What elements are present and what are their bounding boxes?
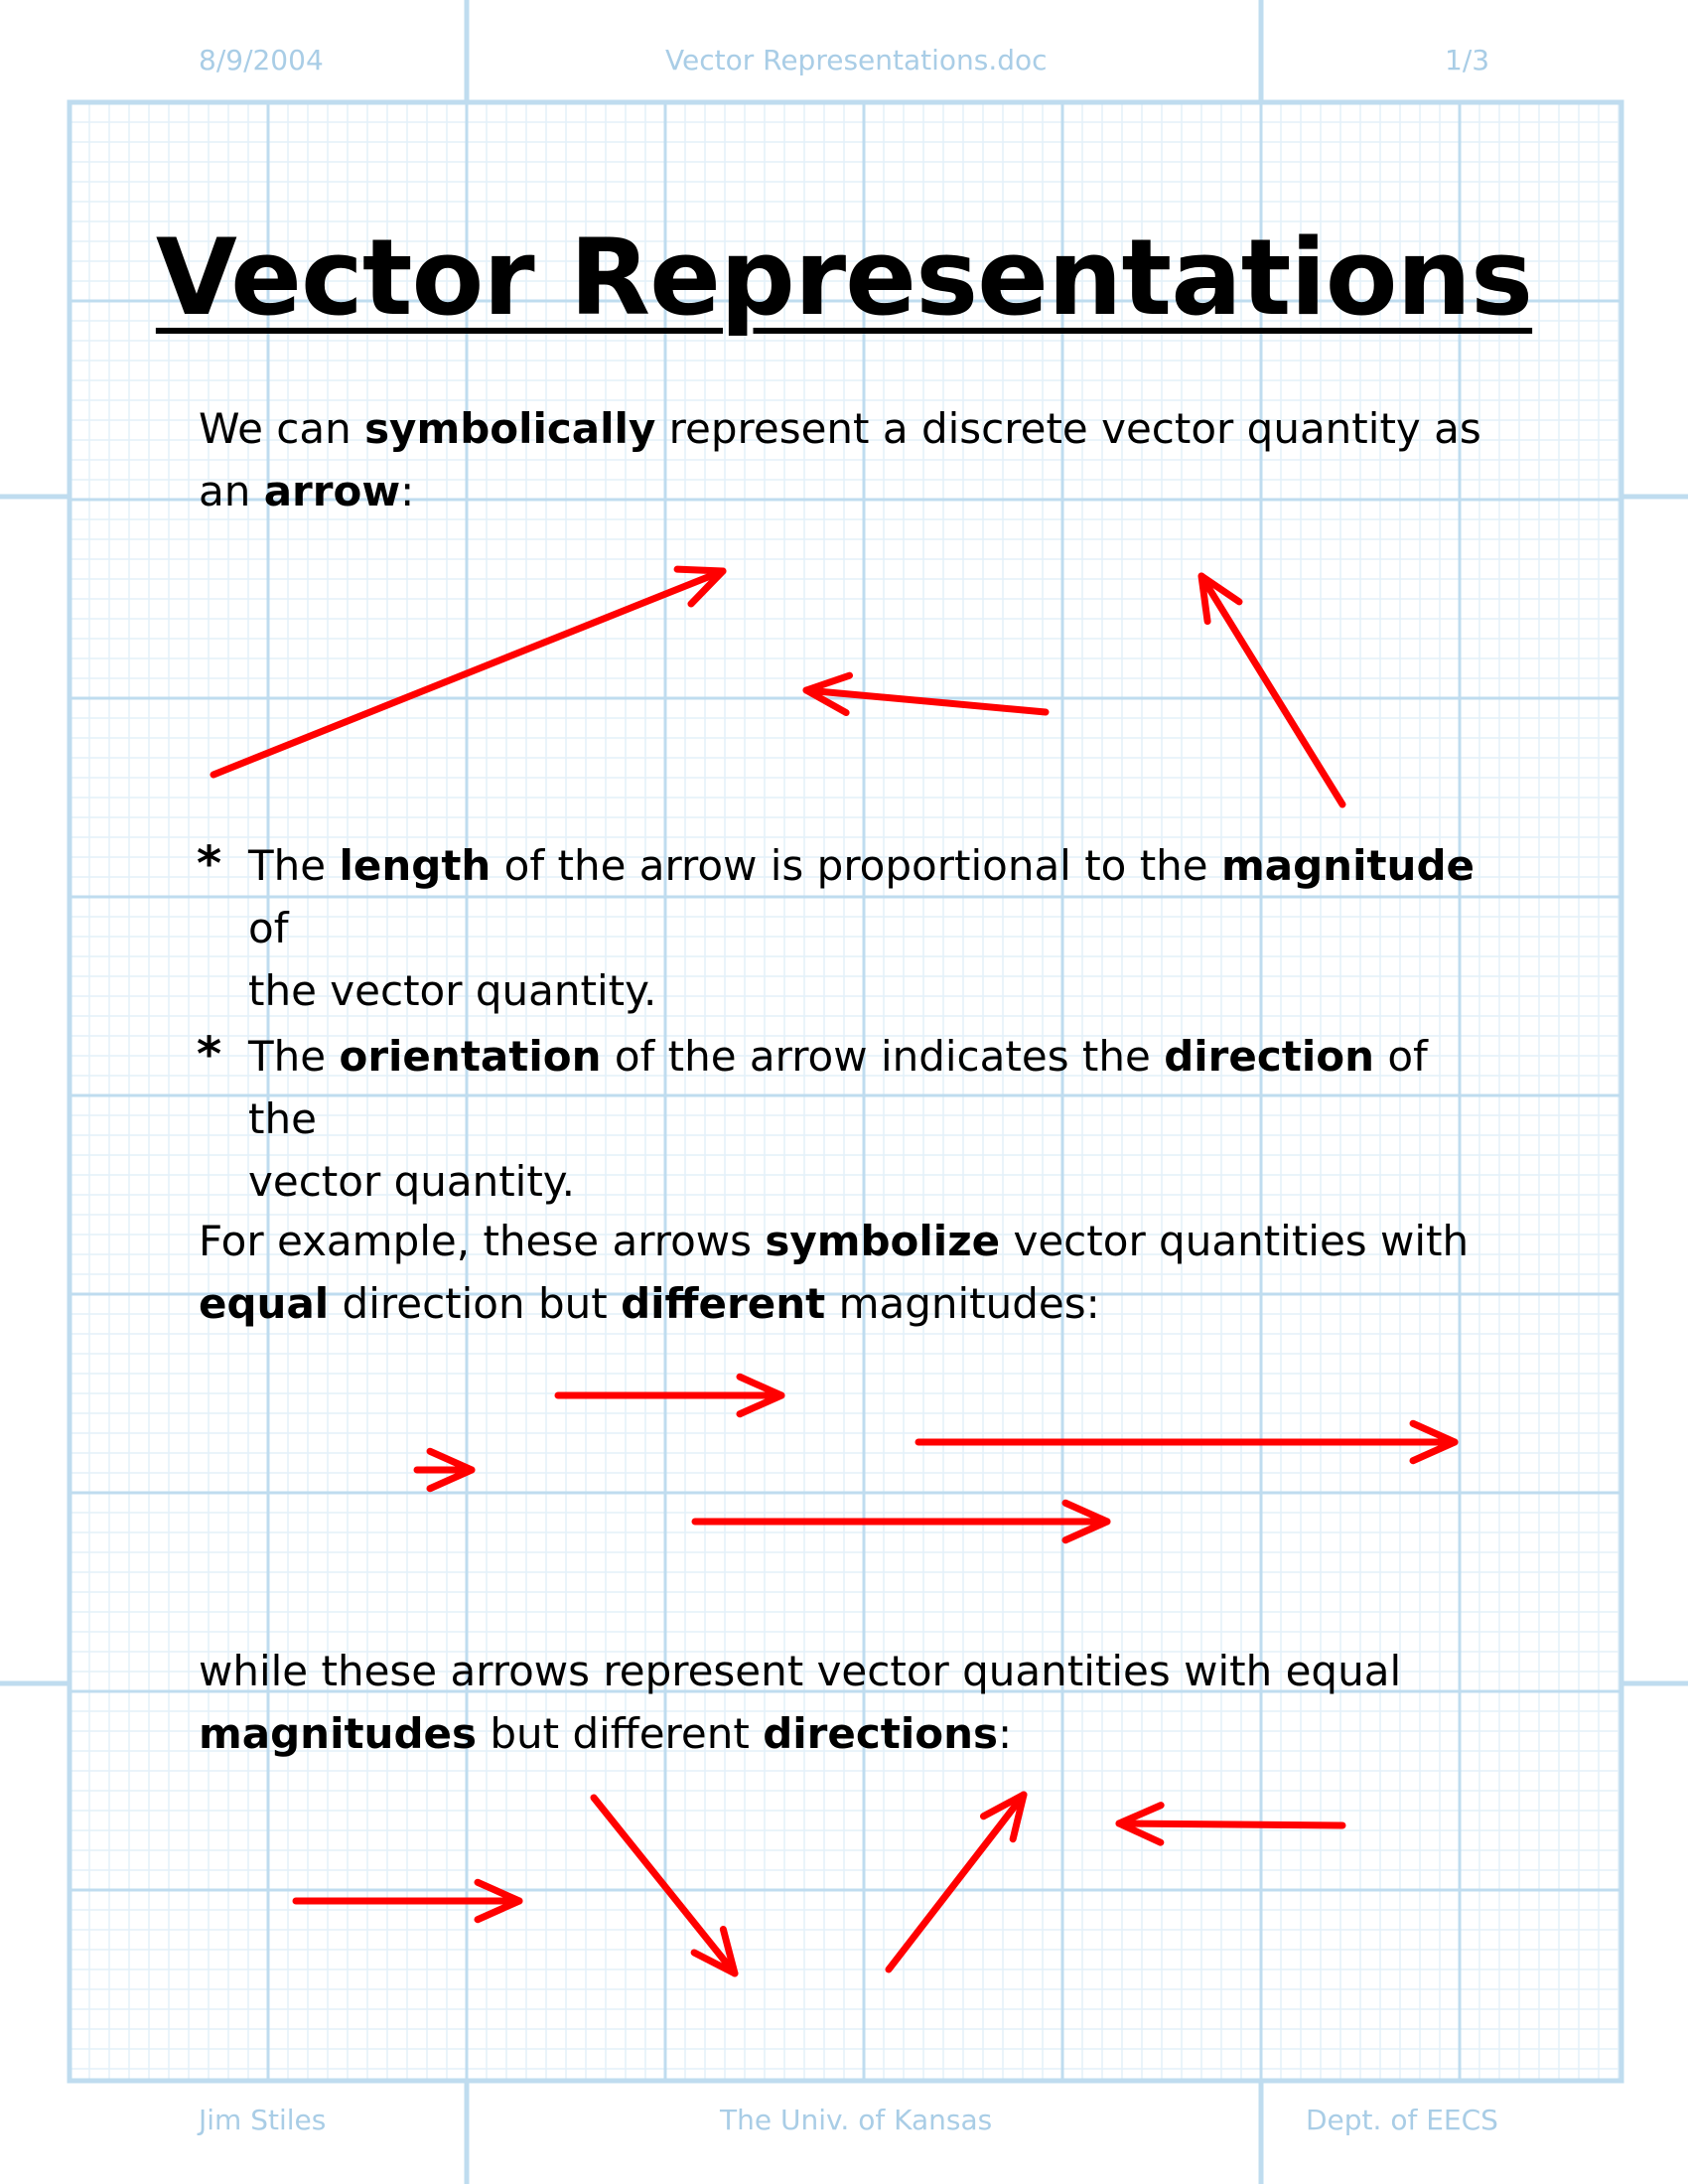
red-vector-arrow (558, 1377, 781, 1414)
footer-department: Dept. of EECS (1306, 2104, 1498, 2136)
header-date: 8/9/2004 (199, 44, 324, 76)
red-vector-arrow (1119, 1806, 1342, 1843)
red-vector-arrow (417, 1451, 472, 1489)
red-vector-arrow (594, 1798, 735, 1973)
intro-paragraph: We can symbolically represent a discrete vector quantity as an arrow: (199, 404, 1481, 515)
page-title: Vector Representations (155, 217, 1533, 339)
red-vector-arrow (889, 1795, 1024, 1969)
red-vector-arrow (918, 1423, 1455, 1461)
red-vector-arrow (806, 675, 1046, 712)
red-vector-arrow (695, 1503, 1107, 1540)
footer-university: The Univ. of Kansas (720, 2104, 993, 2136)
bullet-marker: * (197, 1027, 222, 1083)
header-filename: Vector Representations.doc (665, 44, 1048, 76)
bullet-marker: * (197, 836, 222, 892)
bullet-length-magnitude: The length of the arrow is proportional to the magnitude of the vector quantity. (248, 841, 1475, 1015)
example-equal-magnitude-paragraph: while these arrows represent vector quantities with equal magnitudes but different directions: (199, 1647, 1402, 1758)
footer-author: Jim Stiles (199, 2104, 327, 2136)
example-equal-direction-paragraph: For example, these arrows symbolize vector quantities with equal direction but different magnitudes: (199, 1217, 1470, 1328)
bullet-orientation-direction: The orientation of the arrow indicates the direction of the vector quantity. (248, 1032, 1428, 1206)
red-vector-arrow (296, 1882, 519, 1920)
header-page-number: 1/3 (1445, 44, 1490, 76)
red-vector-arrow (213, 569, 723, 775)
red-vector-arrow (1201, 576, 1342, 804)
